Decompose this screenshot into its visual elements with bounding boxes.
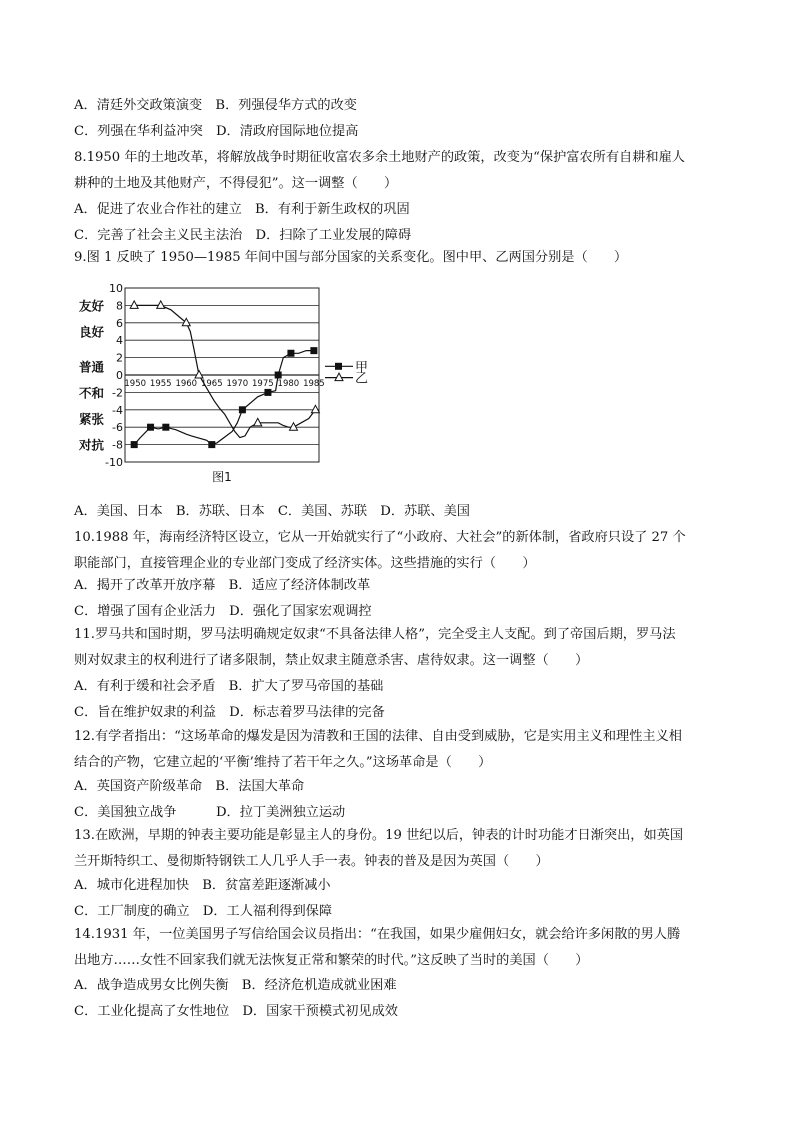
y-tick-label-0: 10 [109,282,123,295]
text-line-26: A．战争造成男女比例失衡 B．经济危机造成就业困难 [74,978,397,993]
x-tick-label-0: 1950 [124,379,147,389]
text-line-16: 12.有学者指出：“这场革命的爆发是因为清教和王国的法律、自由受到威胁，它是实用主义和理性主义相 [74,729,682,744]
y-category-label-0: 友好 [79,298,105,314]
text-line-6: 9.图 1 反映了 1950—1985 年间中国与部分国家的关系变化。图中甲、乙两国分别是（ ） [74,250,628,265]
text-line-14: A．有利于缓和社会矛盾 B．扩大了罗马帝国的基础 [74,679,384,694]
series-1-point-2 [182,318,190,326]
series-1-point-0 [130,301,138,309]
series-1-point-4 [254,418,262,426]
series-0-point-0 [131,441,138,448]
x-tick-label-3: 1965 [200,379,223,389]
y-tick-label-9: -8 [112,438,123,452]
x-tick-label-6: 1980 [277,379,300,389]
legend-label-1: 乙 [355,371,369,387]
text-line-18: A．英国资产阶级革命 B．法国大革命 [74,779,305,794]
text-line-3: 耕种的土地及其他财产，不得侵犯”。这一调整（ ） [74,176,398,191]
y-tick-label-7: -4 [112,403,123,417]
chart-svg [78,282,378,487]
y-category-label-3: 不和 [79,385,105,401]
text-line-21: 兰开斯特织工、曼彻斯特钢铁工人几乎人手一表。钟表的普及是因为英国（ ） [74,854,549,869]
y-tick-label-1: 8 [116,299,123,313]
text-line-4: A．促进了农业合作社的建立 B．有利于新生政权的巩固 [74,202,410,217]
figure-1-chart [78,282,378,487]
text-line-9: 职能部门，直接管理企业的专业部门变成了经济实体。这些措施的实行（ ） [74,556,536,571]
x-tick-label-4: 1970 [226,379,249,389]
text-line-27: C．工业化提高了女性地位 D．国家干预模式初见成效 [74,1004,398,1019]
text-line-10: A．揭开了改革开放序幕 B．适应了经济体制改革 [74,578,371,593]
series-1-point-1 [157,301,165,309]
text-line-12: 11.罗马共和国时期，罗马法明确规定奴隶“不具备法律人格”，完全受主人支配。到了帝国后期，罗马法 [74,627,676,642]
text-line-25: 出地方……女性不回家我们就无法恢复正常和繁荣的时代。”这反映了当时的美国（ ） [74,953,589,968]
x-tick-label-7: 1985 [303,379,325,389]
x-tick-label-5: 1975 [252,379,274,389]
text-line-2: 8.1950 年的土地改革，将解放战争时期征收富农多余土地财产的政策，改变为“保护富农所有自耕和雇人 [74,150,685,165]
y-tick-label-3: 4 [116,334,123,348]
text-line-11: C．增强了国有企业活力 D．强化了国家宏观调控 [74,604,372,619]
series-1-point-5 [289,423,297,431]
text-line-8: 10.1988 年，海南经济特区设立，它从一开始就实行了“小政府、大社会”的新体制，省政府只设了 27 个 [74,530,686,545]
series-0-point-4 [239,406,246,413]
legend-marker-1 [335,373,343,381]
text-line-13: 则对奴隶主的权利进行了诸多限制，禁止奴隶主随意杀害、虐待奴隶。这一调整（ ） [74,653,589,668]
y-category-label-2: 普通 [79,359,105,375]
series-line-0 [134,351,314,445]
series-line-1 [134,305,315,437]
x-tick-label-1: 1955 [149,379,172,389]
text-line-0: A．清廷外交政策演变 B．列强侵华方式的改变 [74,98,357,113]
text-line-15: C．旨在维护奴隶的利益 D．标志着罗马法律的完备 [74,705,385,720]
text-line-5: C．完善了社会主义民主法治 D．扫除了工业发展的障碍 [74,228,412,243]
y-tick-label-6: -2 [112,386,123,400]
text-line-7: A．美国、日本 B．苏联、日本 C．美国、苏联 D．苏联、美国 [74,504,470,519]
series-0-point-6 [275,372,282,379]
text-line-17: 结合的产物，它建立起的‘平衡’维持了若干年之久。”这场革命是（ ） [74,755,492,770]
series-0-point-3 [208,441,215,448]
y-tick-label-4: 2 [116,351,123,365]
y-category-label-4: 紧张 [79,411,105,427]
legend-label-0: 甲 [355,360,369,376]
series-0-point-8 [310,347,317,354]
y-tick-label-2: 6 [116,316,123,330]
text-line-1: C．列强在华利益冲突 D．清政府国际地位提高 [74,124,359,139]
series-1-point-6 [311,405,319,413]
text-line-20: 13.在欧洲，早期的钟表主要功能是彰显主人的身份。19 世纪以后，钟表的计时功能才日渐突出，如英国 [74,828,684,843]
y-category-label-5: 对抗 [79,437,105,453]
text-line-19: C．美国独立战争 D．拉丁美洲独立运动 [74,805,346,820]
y-tick-label-8: -6 [112,421,123,435]
y-tick-label-10: -10 [105,456,123,469]
y-category-label-1: 良好 [79,324,105,340]
legend-marker-0 [335,363,342,370]
series-1-point-3 [195,371,203,379]
text-line-22: A．城市化进程加快 B．贫富差距逐渐减小 [74,878,331,893]
text-line-23: C．工厂制度的确立 D．工人福利得到保障 [74,904,333,919]
series-0-point-5 [264,389,271,396]
series-0-point-1 [147,424,154,431]
text-line-24: 14.1931 年，一位美国男子写信给国会议员指出：“在我国，如果少雇佣妇女，就会给许多闲散的男人腾 [74,927,681,942]
y-tick-label-5: 0 [116,369,123,382]
figure-caption: 图1 [212,470,232,484]
series-0-point-2 [162,424,169,431]
x-tick-label-2: 1960 [175,379,198,389]
series-0-point-7 [287,350,294,357]
